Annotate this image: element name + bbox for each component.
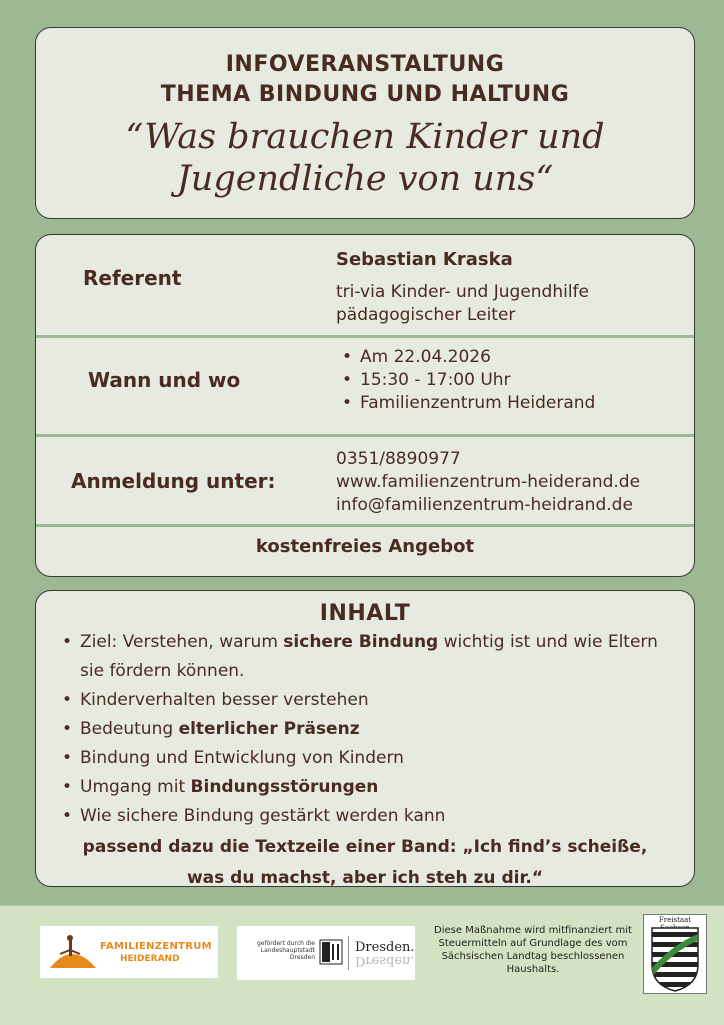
band-quote-line-2: was du machst, aber ich steh zu dir.“ <box>186 868 544 888</box>
when-time: • 15:30 - 17:00 Uhr <box>338 369 678 392</box>
funded-by-text: gefördert durch die Landeshauptstadt Dresden <box>257 940 315 961</box>
list-item <box>60 628 680 686</box>
list-item <box>60 715 680 744</box>
list-item <box>60 744 680 773</box>
when-place: • Familienzentrum Heiderand <box>338 392 678 415</box>
divider <box>36 335 694 338</box>
content-title: INHALT <box>319 601 411 626</box>
when-label: Wann und wo <box>88 368 241 392</box>
familienzentrum-logo <box>40 926 218 978</box>
register-email-link[interactable]: info@familienzentrum-heidrand.de <box>336 495 633 515</box>
referent-org: tri-via Kinder- und Jugendhilfe <box>336 282 590 302</box>
item-emphasis: sichere Bindung <box>283 632 439 652</box>
divider <box>36 524 694 527</box>
item-text: Bindung und Entwicklung von Kindern <box>80 748 404 768</box>
sachsen-label: Freistaat <box>658 916 692 924</box>
title-card <box>35 27 695 219</box>
dresden-logo <box>237 926 415 980</box>
list-item <box>60 686 680 715</box>
hill-icon <box>46 926 106 978</box>
logo-name: FAMILIENZENTRUM <box>100 941 212 952</box>
list-item <box>60 773 680 802</box>
when-date: • Am 22.04.2026 <box>338 346 678 369</box>
item-text: wichtig ist und wie Eltern sie fördern können. <box>80 632 658 681</box>
referent-name: Sebastian Kraska <box>336 249 513 270</box>
register-website-link[interactable]: www.familienzentrum-heiderand.de <box>336 472 641 492</box>
divider <box>36 434 694 437</box>
dresden-wordmark-reflection: Dresden. <box>355 953 415 968</box>
item-text: Ziel: Verstehen, warum <box>80 632 284 652</box>
dresden-crest-icon <box>319 939 343 965</box>
item-emphasis: elterlicher Präsenz <box>178 719 360 739</box>
quote-line-1: “Was brauchen Kinder und <box>125 117 605 157</box>
referent-label: Referent <box>83 266 182 290</box>
list-item <box>60 802 680 831</box>
logo-sub: HEIDERAND <box>120 954 180 964</box>
item-text: Wie sichere Bindung gestärkt werden kann <box>80 806 446 826</box>
funding-notice: Diese Maßnahme wird mitfinanziert mit Steuermitteln auf Grundlage des vom Sächsischen Landtag beschlossenen Haushalts. <box>434 925 632 975</box>
footer <box>0 905 724 1025</box>
sachsen-logo <box>643 914 707 994</box>
item-text: Kinderverhalten besser verstehen <box>80 690 369 710</box>
content-list <box>60 628 680 831</box>
sachsen-crest-icon <box>644 915 706 993</box>
dresden-wordmark: Dresden. <box>355 940 415 955</box>
event-type-heading: INFOVERANSTALTUNG <box>225 52 505 77</box>
free-offer-label: kostenfreies Angebot <box>255 536 475 557</box>
topic-heading: THEMA BINDUNG UND HALTUNG <box>160 82 570 107</box>
logo-divider <box>348 936 349 970</box>
item-emphasis: Bindungsstörungen <box>190 777 379 797</box>
item-text: Bedeutung <box>80 719 179 739</box>
info-card <box>35 234 695 577</box>
quote-line-2: Jugendliche von uns“ <box>176 159 554 199</box>
register-label: Anmeldung unter: <box>71 469 276 493</box>
item-text: Umgang mit <box>80 777 191 797</box>
content-card <box>35 590 695 887</box>
referent-role: pädagogischer Leiter <box>336 305 516 325</box>
band-quote-line-1: passend dazu die Textzeile einer Band: „Ich find’s scheiße, <box>82 837 648 857</box>
when-list <box>338 346 678 415</box>
register-phone: 0351/8890977 <box>336 449 461 469</box>
